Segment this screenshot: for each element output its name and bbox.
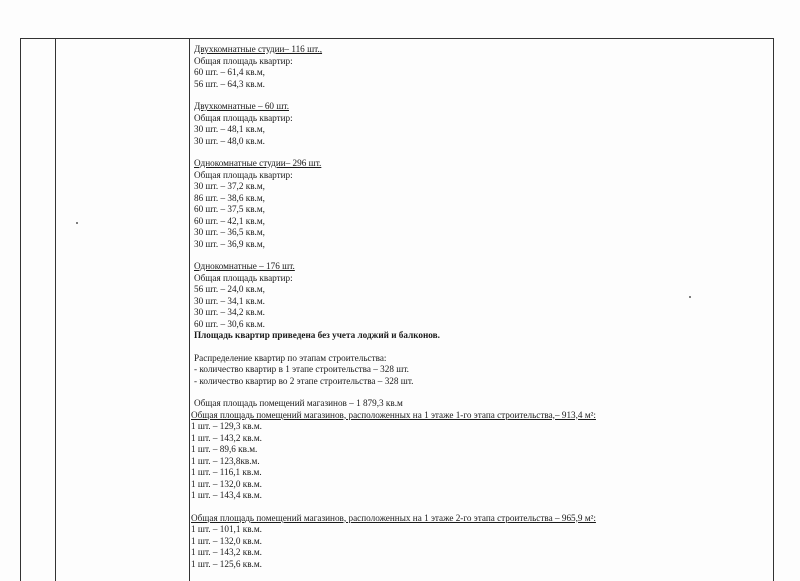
list-item: 30 шт. – 36,5 кв.м,: [194, 227, 265, 237]
section-subtitle: Общая площадь квартир:: [194, 55, 293, 66]
section-title: Однокомнатные – 176 шт.: [194, 261, 295, 271]
shop-item: 1 шт. – 123,8кв.м.: [191, 455, 260, 466]
distribution-title: Распределение квартир по этапам строительства:: [194, 352, 387, 363]
shop-item: 1 шт. – 125,6 кв.м.: [191, 558, 262, 569]
apartment-description-cell: [191, 44, 766, 570]
distribution-item: - количество квартир во 2 этапе строительства – 328 шт.: [194, 375, 414, 386]
table-column-border: [189, 38, 190, 581]
shop-item: 1 шт. – 116,1 кв.м.: [191, 467, 262, 477]
section-title: Двухкомнатные студии– 116 шт.,: [194, 44, 323, 54]
distribution-item: - количество квартир в 1 этапе строительства – 328 шт.: [194, 364, 409, 374]
shops-stage2-title: Общая площадь помещений магазинов, расположенных на 1 этаже 2-го этапа строительства – 965,9 м²:: [191, 512, 596, 523]
table-column-border: [55, 38, 56, 581]
shop-item: 1 шт. – 129,3 кв.м.: [191, 421, 262, 431]
list-item: 30 шт. – 34,2 кв.м.: [194, 307, 265, 317]
section-title: Однокомнатные студии– 296 шт.: [194, 158, 322, 168]
shop-item: 1 шт. – 132,0 кв.м.: [191, 478, 262, 489]
list-item: 30 шт. – 48,0 кв.м.: [194, 135, 265, 146]
table-column-border: [20, 38, 21, 581]
shops-total: Общая площадь помещений магазинов – 1 879,3 кв.м: [194, 398, 403, 408]
area-note: Площадь квартир приведена без учета лоджий и балконов.: [194, 330, 440, 340]
shop-item: 1 шт. – 132,0 кв.м.: [191, 535, 262, 546]
table-column-border: [773, 38, 774, 581]
list-item: 30 шт. – 36,9 кв.м,: [194, 238, 265, 249]
section-subtitle: Общая площадь квартир:: [194, 272, 293, 283]
section-subtitle: Общая площадь квартир:: [194, 112, 293, 123]
section-subtitle: Общая площадь квартир:: [194, 169, 293, 180]
list-item: 86 шт. – 38,6 кв.м,: [194, 192, 265, 203]
list-item: 56 шт. – 24,0 кв.м,: [194, 284, 265, 294]
list-item: 30 шт. – 37,2 кв.м,: [194, 181, 265, 191]
shops-stage1-title: Общая площадь помещений магазинов, расположенных на 1 этаже 1-го этапа строительства,– 913,4 м²:: [191, 409, 596, 420]
list-item: 60 шт. – 61,4 кв.м,: [194, 67, 265, 77]
section-title: Двухкомнатные – 60 шт.: [194, 101, 290, 111]
scan-speck: [76, 222, 78, 224]
list-item: 60 шт. – 42,1 кв.м,: [194, 215, 265, 226]
list-item: 60 шт. – 30,6 кв.м.: [194, 318, 265, 329]
list-item: 30 шт. – 48,1 кв.м,: [194, 124, 265, 134]
shop-item: 1 шт. – 101,1 кв.м.: [191, 524, 262, 534]
list-item: 60 шт. – 37,5 кв.м,: [194, 204, 265, 214]
table-top-border: [20, 38, 774, 39]
shop-item: 1 шт. – 143,4 кв.м.: [191, 490, 262, 500]
list-item: 56 шт. – 64,3 кв.м.: [194, 78, 265, 89]
shop-item: 1 шт. – 89,6 кв.м.: [191, 444, 258, 454]
list-item: 30 шт. – 34,1 кв.м.: [194, 295, 265, 306]
shop-item: 1 шт. – 143,2 кв.м.: [191, 432, 262, 443]
shop-item: 1 шт. – 143,2 кв.м.: [191, 547, 262, 557]
